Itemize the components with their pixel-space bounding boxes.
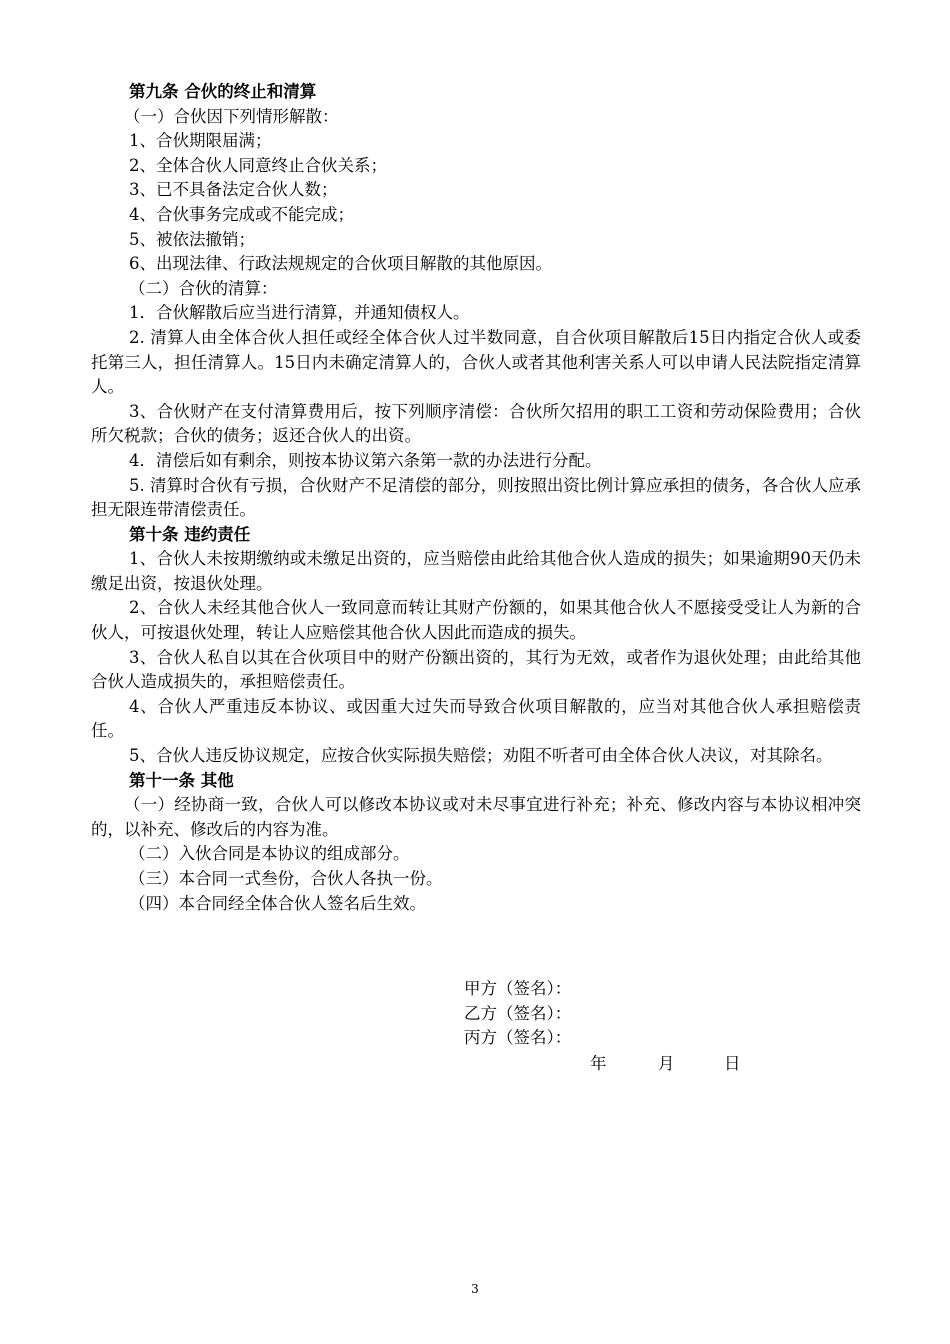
document-body [91, 80, 861, 916]
dissolution-item: 6、出现法律、行政法规规定的合伙项目解散的其他原因。 [129, 254, 552, 274]
other-paragraph: （一）经协商一致，合伙人可以修改本协议或对未尽事宜进行补充；补充、修改内容与本协议相冲突的，以补充、修改后的内容为准。 [91, 795, 861, 839]
article-10-title: 第十条 违约责任 [129, 524, 251, 544]
liquidation-paragraph: 5. 清算时合伙有亏损，合伙财产不足清偿的部分，则按照出资比例计算应承担的债务，各合伙人应承担无限连带清偿责任。 [91, 475, 861, 520]
liability-paragraph: 3、合伙人私自以其在合伙项目中的财产份额出资的，其行为无效，或者作为退伙处理；由此给其他合伙人造成损失的，承担赔偿责任。 [91, 647, 861, 692]
liability-paragraph: 2、合伙人未经其他合伙人一致同意而转让其财产份额的，如果其他合伙人不愿接受受让人为新的合伙人，可按退伙处理，转让人应赔偿其他合伙人因此而造成的损失。 [91, 598, 861, 643]
liability-paragraph: 1、合伙人未按期缴纳或未缴足出资的，应当赔偿由此给其他合伙人造成的损失；如果逾期90天仍未缴足出资，按退伙处理。 [91, 549, 861, 593]
dissolution-item: 1、合伙期限届满； [129, 131, 272, 151]
dissolution-item: 3、已不具备法定合伙人数； [129, 180, 338, 200]
page-number: 3 [471, 1282, 479, 1296]
signature-line-party-c: 丙方（签名）： [464, 1028, 572, 1048]
article-9-subsection-1: （一）合伙因下列情形解散： [124, 106, 339, 126]
article-11-title: 第十一条 其他 [129, 770, 234, 790]
date-year: 年 [590, 1054, 607, 1073]
dissolution-item: 5、被依法撤销； [129, 229, 255, 249]
date-month: 月 [658, 1054, 675, 1073]
article-9-subsection-2: （二）合伙的清算： [129, 278, 278, 298]
liquidation-paragraph: 2. 清算人由全体合伙人担任或经全体合伙人过半数同意，自合伙项目解散后15日内指定合伙人或委托第三人，担任清算人。15日内未确定清算人的，合伙人或者其他利害关系人可以申请人民法院指定清算人。 [91, 327, 861, 397]
article-9-title: 第九条 合伙的终止和清算 [129, 82, 317, 101]
other-item: （三）本合同一式叁份，合伙人各执一份。 [129, 869, 443, 888]
dissolution-item: 2、全体合伙人同意终止合伙关系； [129, 155, 387, 175]
liquidation-paragraph: 3、合伙财产在支付清算费用后，按下列顺序清偿：合伙所欠招用的职工工资和劳动保险费用；合伙所欠税款；合伙的债务；返还合伙人的出资。 [91, 401, 861, 446]
liquidation-paragraph: 1．合伙解散后应当进行清算，并通知债权人。 [129, 303, 470, 323]
date-day: 日 [724, 1054, 741, 1073]
liquidation-paragraph: 4．清偿后如有剩余，则按本协议第六条第一款的办法进行分配。 [129, 450, 602, 470]
liability-paragraph: 5、合伙人违反协议规定，应按合伙实际损失赔偿；劝阻不听者可由全体合伙人决议，对其除名。 [129, 746, 833, 766]
dissolution-item: 4、合伙事务完成或不能完成； [129, 204, 354, 224]
other-item: （二）入伙合同是本协议的组成部分。 [129, 844, 410, 864]
liability-paragraph: 4、合伙人严重违反本协议、或因重大过失而导致合伙项目解散的，应当对其他合伙人承担赔偿责任。 [91, 696, 861, 741]
signature-line-party-a: 甲方（签名）： [464, 979, 572, 998]
signature-block [464, 977, 571, 1051]
other-item: （四）本合同经全体合伙人签名后生效。 [129, 893, 426, 913]
signature-line-party-b: 乙方（签名）： [464, 1003, 572, 1023]
